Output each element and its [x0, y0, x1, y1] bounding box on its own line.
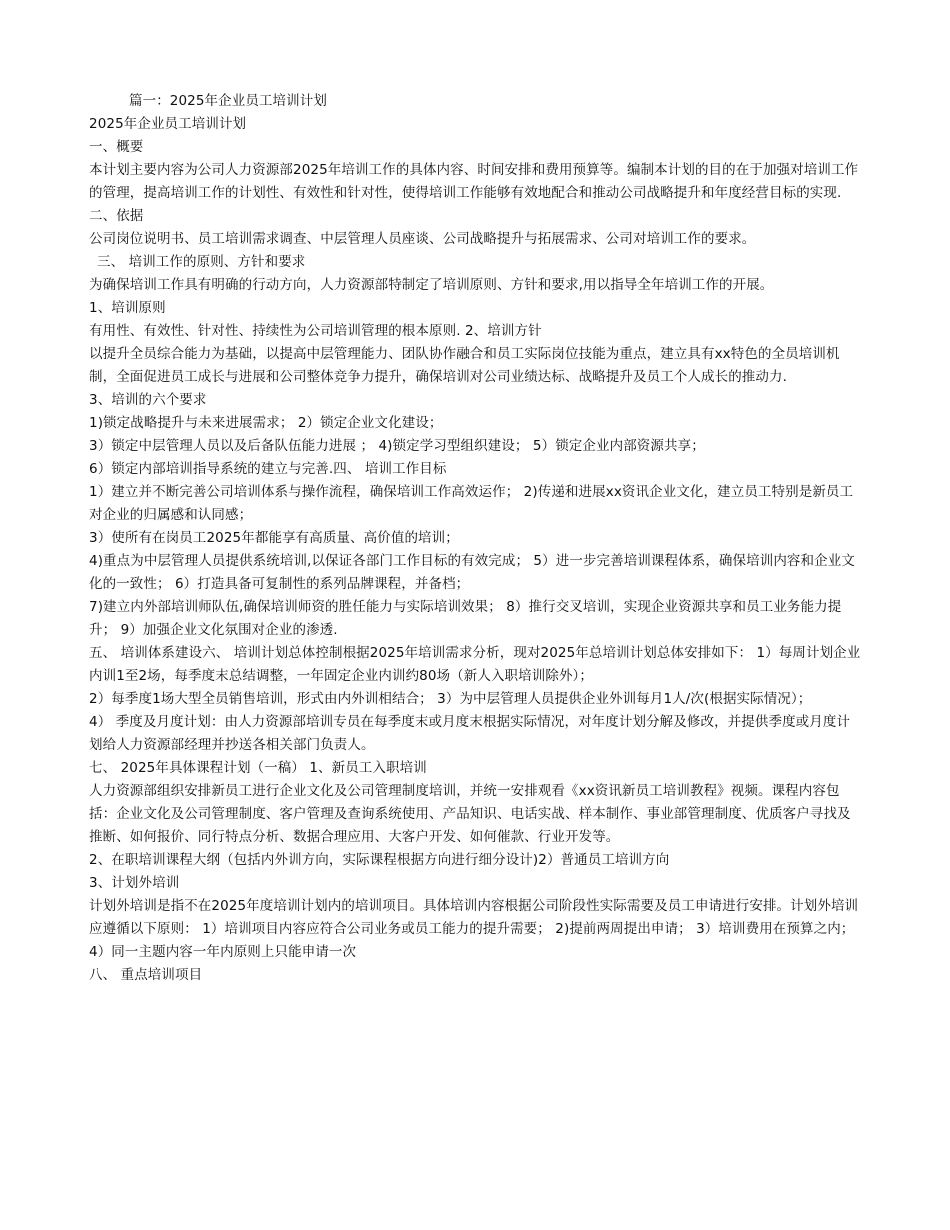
section-heading: 一、概要	[89, 139, 144, 155]
document-page	[89, 90, 861, 987]
list-item: 1）建立并不断完善公司培训体系与操作流程，确保培训工作高效运作； 2)传递和进展xx资讯企业文化，建立员工特别是新员工对企业的归属感和认同感；	[89, 484, 854, 523]
paragraph: 本计划主要内容为公司人力资源部2025年培训工作的具体内容、时间安排和费用预算等。编制本计划的目的在于加强对培训工作的管理，提高培训工作的计划性、有效性和针对性，使得培训工作能够有效地配合和推动公司战略提升和年度经营目标的实现.	[89, 162, 859, 201]
section-heading: 七、 2025年具体课程计划（一稿） 1、新员工入职培训	[89, 760, 427, 776]
paragraph: 公司岗位说明书、员工培训需求调查、中层管理人员座谈、公司战略提升与拓展需求、公司对培训工作的要求。	[89, 231, 756, 247]
section-heading: 八、 重点培训项目	[89, 967, 203, 983]
list-item: 1)锁定战略提升与未来进展需求； 2）锁定企业文化建设；	[89, 415, 443, 431]
paragraph: 以提升全员综合能力为基础，以提高中层管理能力、团队协作融合和员工实际岗位技能为重点，建立具有xx特色的全员培训机制，全面促进员工成长与进展和公司整体竞争力提升，确保培训对公司业绩达标、战略提升及员工个人成长的推动力.	[89, 346, 840, 385]
paragraph: 有用性、有效性、针对性、持续性为公司培训管理的根本原则. 2、培训方针	[89, 323, 542, 339]
paragraph: 计划外培训是指不在2025年度培训计划内的培训项目。具体培训内容根据公司阶段性实际需要及员工申请进行安排。计划外培训应遵循以下原则： 1）培训项目内容应符合公司业务或员工能力的提升需要； 2)提前两周提出申请； 3）培训费用在预算之内；	[89, 898, 859, 937]
document-heading: 篇一：2025年企业员工培训计划	[129, 93, 327, 109]
paragraph: 人力资源部组织安排新员工进行企业文化及公司管理制度培训，并统一安排观看《xx资讯新员工培训教程》视频。课程内容包括：企业文化及公司管理制度、客户管理及查询系统使用、产品知识、电话实战、样本制作、事业部管理制度、优质客户寻找及推断、如何报价、同行特点分析、数据合理应用、大客户开发、如何催款、行业开发等。	[89, 783, 851, 845]
list-item: 3）使所有在岗员工2025年都能享有高质量、高价值的培训；	[89, 530, 459, 546]
plan-title: 2025年企业员工培训计划	[89, 116, 247, 132]
subsection-heading: 2、在职培训课程大纲（包括内外训方向，实际课程根据方向进行细分设计)2）普通员工培训方向	[89, 852, 670, 868]
list-item: 3）锁定中层管理人员以及后备队伍能力进展 ； 4)锁定学习型组织建设； 5）锁定企业内部资源共享；	[89, 438, 705, 454]
list-item: 4）同一主题内容一年内原则上只能申请一次	[89, 944, 357, 960]
subsection-heading: 3、计划外培训	[89, 875, 180, 891]
list-item: 2）每季度1场大型全员销售培训，形式由内外训相结合； 3）为中层管理人员提供企业外训每月1人/次(根据实际情况）；	[89, 691, 812, 707]
section-heading: 二、依据	[89, 208, 144, 224]
list-item: 6）锁定内部培训指导系统的建立与完善.四、 培训工作目标	[89, 461, 447, 477]
paragraph: 为确保培训工作具有明确的行动方向，人力资源部特制定了培训原则、方针和要求,用以指导全年培训工作的开展。	[89, 277, 774, 293]
paragraph: 五、 培训体系建设六、 培训计划总体控制根据2025年培训需求分析，现对2025年总培训计划总体安排如下： 1）每周计划企业内训1至2场，每季度末总结调整，一年固定企业内训约80场（新人入职培训除外）；	[89, 645, 861, 684]
section-heading: 三、 培训工作的原则、方针和要求	[97, 254, 306, 270]
list-item: 7)建立内外部培训师队伍,确保培训师资的胜任能力与实际培训效果； 8）推行交叉培训，实现企业资源共享和员工业务能力提升； 9）加强企业文化氛围对企业的渗透.	[89, 599, 842, 638]
subsection-heading: 1、培训原则	[89, 300, 166, 316]
list-item: 4） 季度及月度计划：由人力资源部培训专员在每季度末或月度末根据实际情况，对年度计划分解及修改，并提供季度或月度计划给人力资源部经理并抄送各相关部门负责人。	[89, 714, 851, 753]
subsection-heading: 3、培训的六个要求	[89, 392, 207, 408]
list-item: 4)重点为中层管理人员提供系统培训,以保证各部门工作目标的有效完成； 5）进一步完善培训课程体系，确保培训内容和企业文化的一致性； 6）打造具备可复制性的系列品牌课程，并备档；	[89, 553, 855, 592]
